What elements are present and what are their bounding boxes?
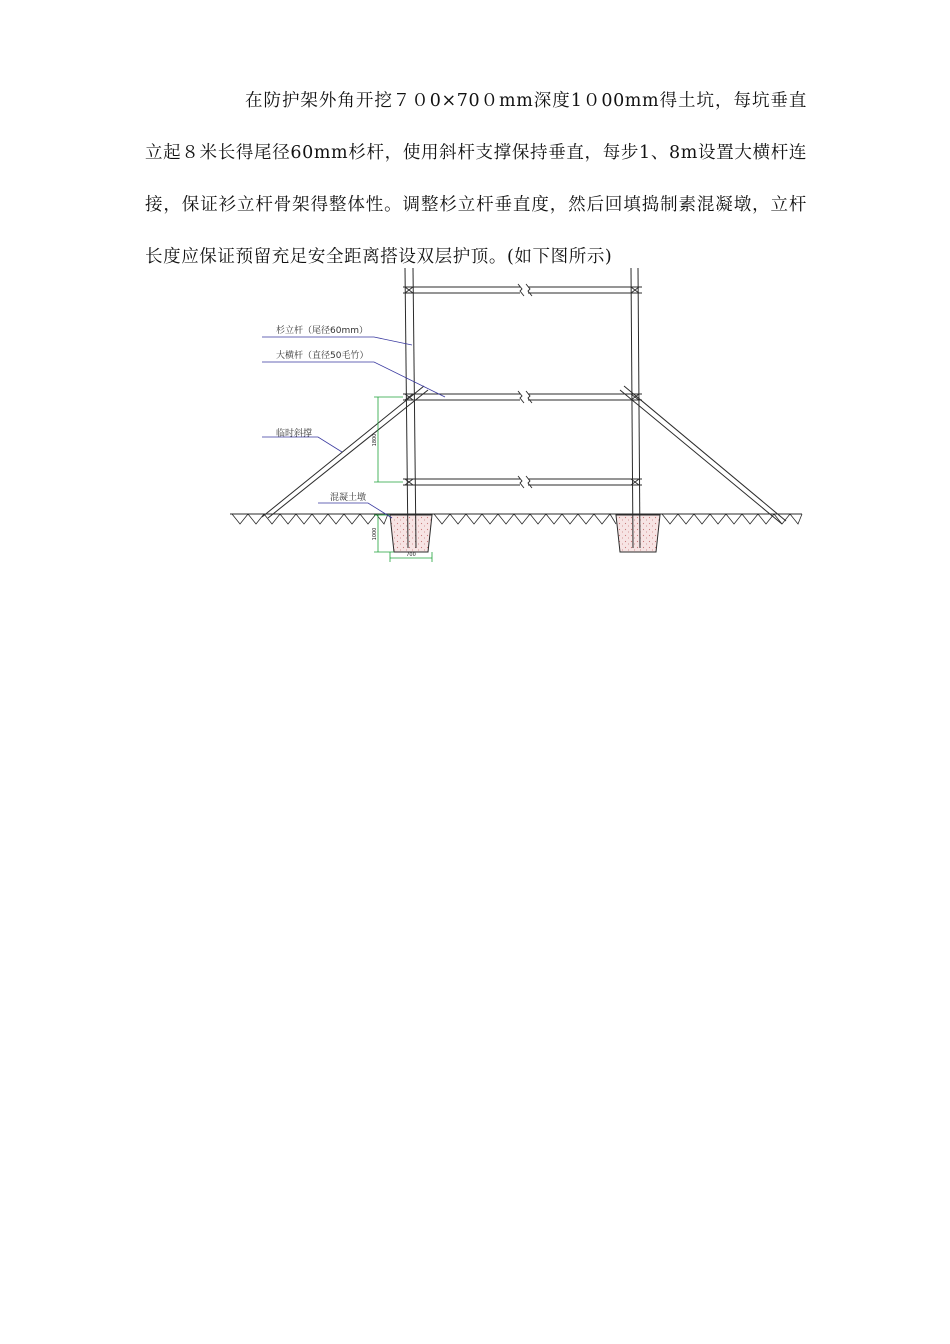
ledger-bottom [403, 476, 642, 488]
concrete-pier-left [390, 515, 432, 552]
leader-pole [262, 337, 412, 345]
label-pier: 混凝土墩 [330, 493, 367, 503]
dimension-depth-value: 1000 [372, 527, 378, 541]
leader-brace [262, 437, 342, 452]
dimension-step-value: 1800 [372, 433, 378, 447]
label-pole: 杉立杆（尾径60mm） [276, 326, 368, 336]
dimension-width-value: 700 [406, 552, 416, 558]
ground-hatching [232, 514, 802, 524]
scaffold-diagram [225, 262, 810, 567]
label-brace: 临时斜撑 [276, 429, 313, 439]
ledger-top [403, 284, 642, 296]
brace-right [620, 386, 786, 524]
concrete-pier-right [616, 515, 660, 552]
ledger-middle [403, 391, 642, 403]
pole-left [405, 268, 416, 548]
dimension-step [374, 397, 403, 482]
label-ledger: 大横杆（直径50毛竹） [276, 351, 369, 361]
body-paragraph: 在防护架外角开挖７０0×70０mm深度1０00mm得土坑，每坑垂直立起８米长得尾径60mm杉杆，使用斜杆支撑保持垂直，每步1、8m设置大横杆连接，保证衫立杆骨架得整体性。调整杉立杆垂直度，然后回填捣制素混凝墩，立杆长度应保证预留充足安全距离搭设双层护顶。(如下图所示) [145, 91, 807, 267]
pole-right [631, 268, 640, 548]
